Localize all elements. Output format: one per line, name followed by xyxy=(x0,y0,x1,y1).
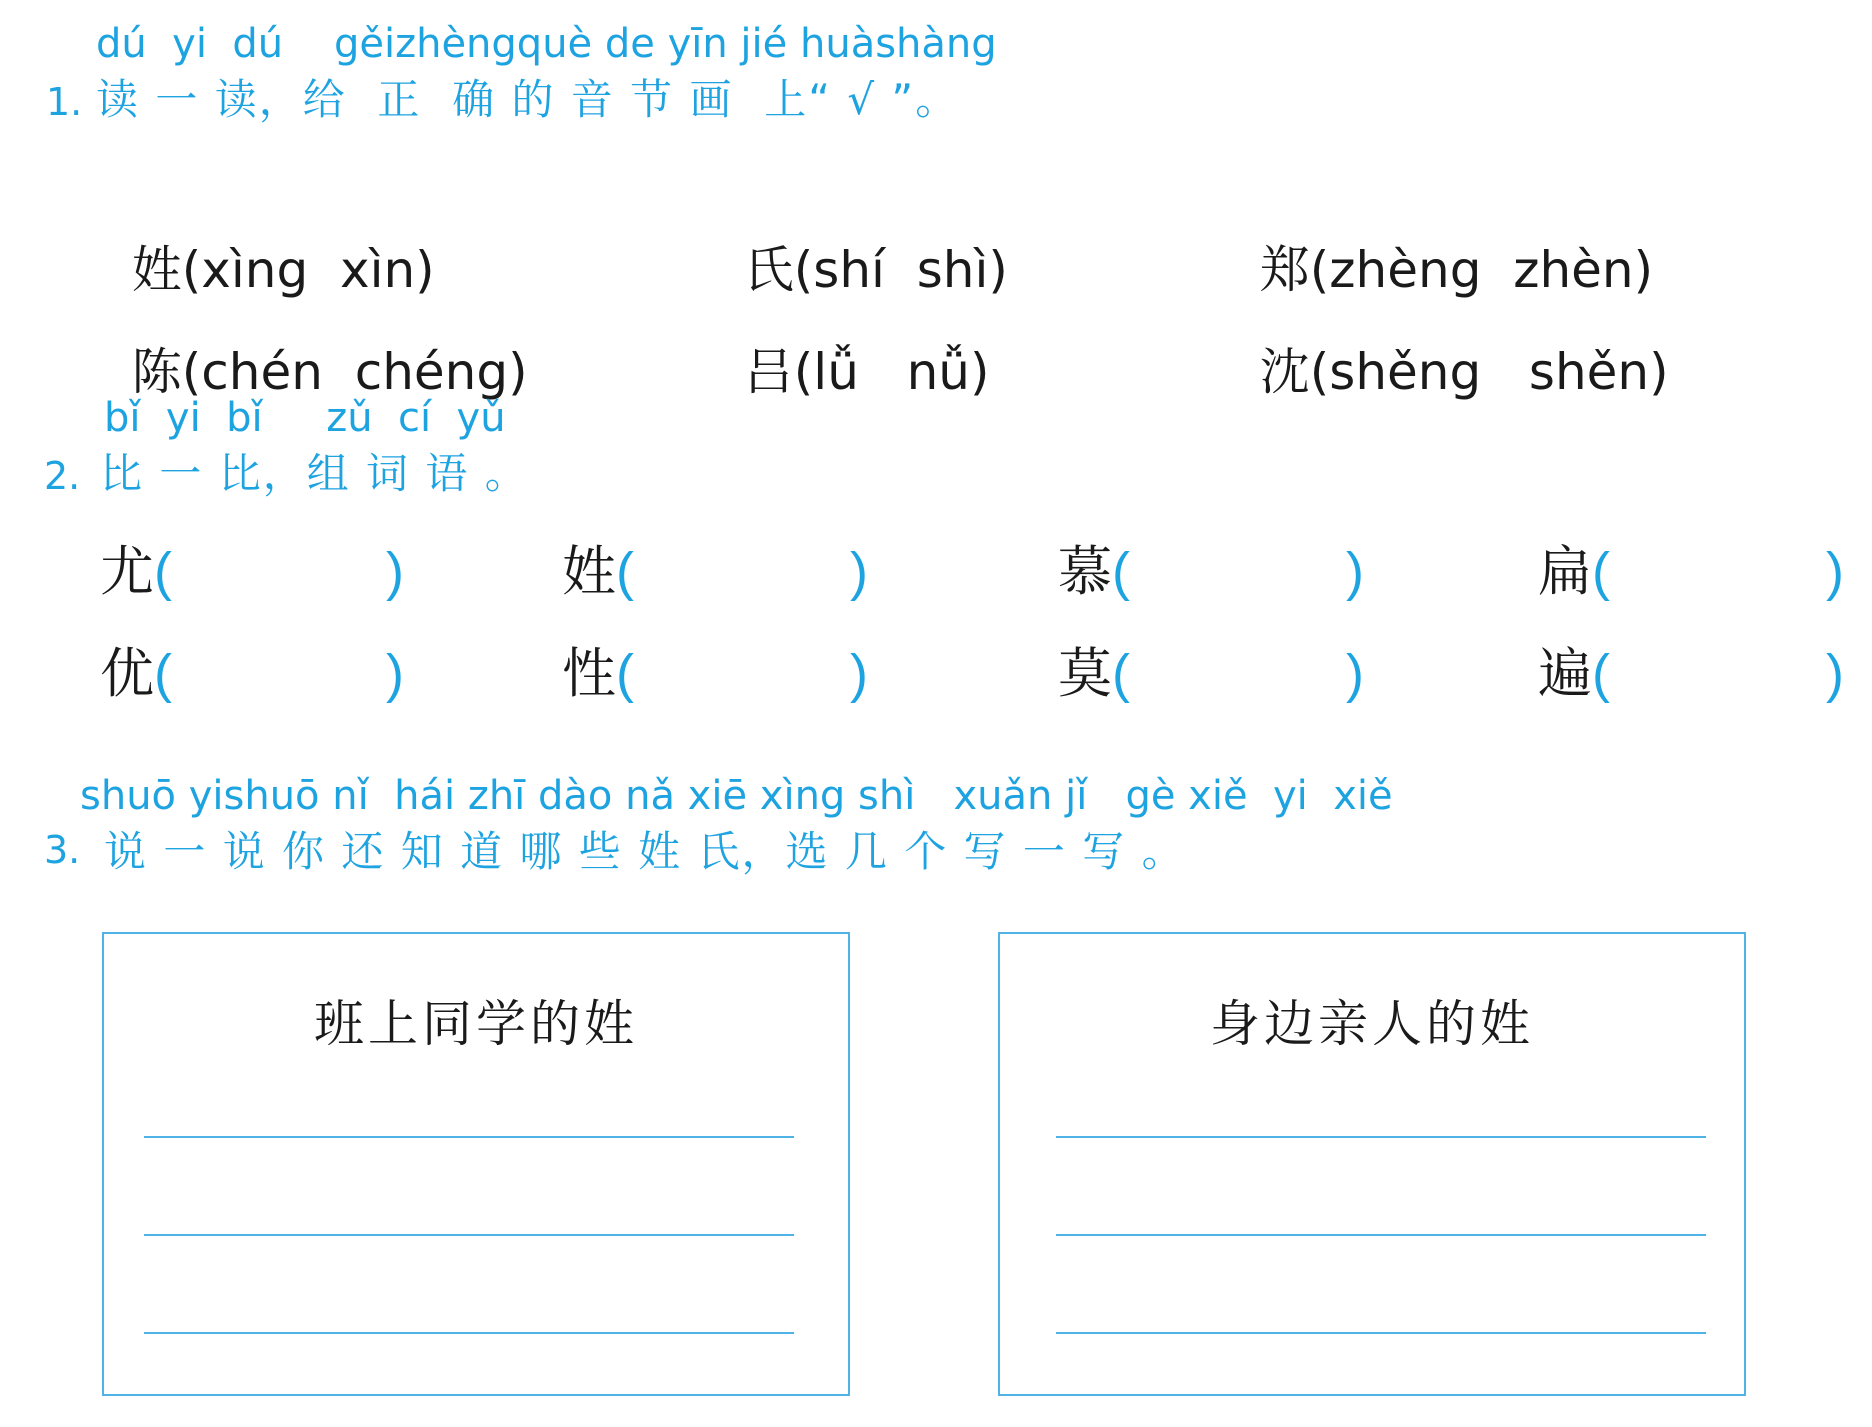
open-paren: ( xyxy=(1112,542,1130,602)
q1-item-char: 沈 xyxy=(1259,343,1310,401)
open-paren: ( xyxy=(1592,644,1610,704)
q2-char: 性 xyxy=(562,642,616,705)
box-right-title: 身边亲人的姓 xyxy=(1210,995,1534,1053)
q1-item-options: (shěng shěn) xyxy=(1309,343,1669,401)
q1-item-options: (zhèng zhèn) xyxy=(1309,241,1654,299)
box-relatives-surnames xyxy=(998,932,1746,1396)
box-left-title: 班上同学的姓 xyxy=(314,995,638,1053)
close-paren: ) xyxy=(386,542,404,602)
q3-pinyin: shuō yishuō nǐ hái zhī dào nǎ xiē xìng shì xuǎn jǐ gè xiě yi xiě xyxy=(80,773,1393,819)
q1-item-char: 陈 xyxy=(131,343,182,401)
close-paren: ) xyxy=(850,542,868,602)
close-paren: ) xyxy=(850,644,868,704)
q2-char: 扁 xyxy=(1538,540,1592,603)
close-paren: ) xyxy=(1346,644,1364,704)
q1-title: 读 一 读，给 正 确 的 音 节 画 上“ √ ”。 xyxy=(96,75,960,124)
q2-char: 尤 xyxy=(100,540,154,603)
q3-title: 说 一 说 你 还 知 道 哪 些 姓 氏，选 几 个 写 一 写 。 xyxy=(104,827,1186,876)
q2-compare-row1-col4 xyxy=(1538,540,1610,604)
close-paren: ) xyxy=(1346,542,1364,602)
q1-number: 1. xyxy=(46,80,83,124)
open-paren: ( xyxy=(616,644,634,704)
open-paren: ( xyxy=(1592,542,1610,602)
q2-char: 姓 xyxy=(562,540,616,603)
writing-line[interactable] xyxy=(144,1136,794,1138)
q1-item-options: (lǚ nǚ) xyxy=(793,343,990,401)
q2-blank[interactable] xyxy=(1826,540,1844,604)
writing-line[interactable] xyxy=(144,1332,794,1334)
q1-pinyin: dú yi dú gěizhèngquè de yīn jié huàshàng xyxy=(96,21,997,67)
q2-blank[interactable] xyxy=(1346,642,1364,706)
q2-blank[interactable] xyxy=(386,540,404,604)
writing-line[interactable] xyxy=(144,1234,794,1236)
q2-compare-row2-col4 xyxy=(1538,642,1610,706)
q1-item-chen[interactable] xyxy=(100,282,528,402)
q1-item-shen[interactable] xyxy=(1228,282,1669,402)
q2-blank[interactable] xyxy=(1826,642,1844,706)
q2-blank[interactable] xyxy=(1346,540,1364,604)
open-paren: ( xyxy=(1112,644,1130,704)
q2-pinyin: bǐ yi bǐ zǔ cí yǔ xyxy=(104,395,506,441)
q2-compare-row1-col1 xyxy=(100,540,172,604)
open-paren: ( xyxy=(154,644,172,704)
q2-char: 慕 xyxy=(1058,540,1112,603)
q2-title: 比 一 比，组 词 语 。 xyxy=(100,449,529,498)
open-paren: ( xyxy=(616,542,634,602)
open-paren: ( xyxy=(154,542,172,602)
q2-compare-row1-col2 xyxy=(562,540,634,604)
writing-line[interactable] xyxy=(1056,1234,1706,1236)
q2-compare-row1-col3 xyxy=(1058,540,1130,604)
q2-blank[interactable] xyxy=(386,642,404,706)
box-classmates-surnames xyxy=(102,932,850,1396)
q2-char: 遍 xyxy=(1538,642,1592,705)
q1-item-char: 郑 xyxy=(1259,241,1310,299)
q1-item-options: (chén chéng) xyxy=(181,343,528,401)
q2-char: 优 xyxy=(100,642,154,705)
close-paren: ) xyxy=(386,644,404,704)
q2-compare-row2-col3 xyxy=(1058,642,1130,706)
q1-item-char: 吕 xyxy=(743,343,794,401)
q1-item-options: (xìng xìn) xyxy=(181,241,435,299)
q2-blank[interactable] xyxy=(850,540,868,604)
q2-char: 莫 xyxy=(1058,642,1112,705)
q3-number: 3. xyxy=(44,828,81,872)
q2-number: 2. xyxy=(44,454,81,498)
writing-line[interactable] xyxy=(1056,1332,1706,1334)
q1-item-char: 氏 xyxy=(743,241,794,299)
q2-compare-row2-col1 xyxy=(100,642,172,706)
q2-blank[interactable] xyxy=(850,642,868,706)
q1-item-lv[interactable] xyxy=(712,282,989,402)
q1-item-options: (shí shì) xyxy=(793,241,1008,299)
close-paren: ) xyxy=(1826,644,1844,704)
writing-line[interactable] xyxy=(1056,1136,1706,1138)
q1-item-char: 姓 xyxy=(131,241,182,299)
close-paren: ) xyxy=(1826,542,1844,602)
q2-compare-row2-col2 xyxy=(562,642,634,706)
